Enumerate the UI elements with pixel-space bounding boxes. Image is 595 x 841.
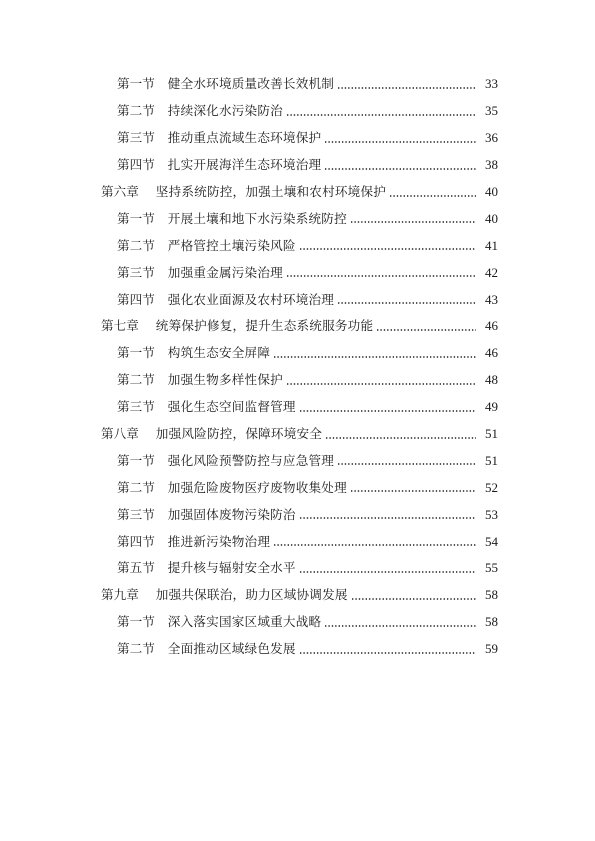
toc-entry[interactable] <box>0 71 595 98</box>
dot-leader <box>389 195 476 197</box>
toc-entry-page: 40 <box>485 184 498 199</box>
toc-entry-page: 36 <box>485 130 498 146</box>
toc-entry[interactable] <box>0 152 595 179</box>
toc-entry-page: 52 <box>485 479 498 495</box>
toc-entry[interactable] <box>0 394 595 421</box>
toc-entry-number: 第一节 <box>117 345 155 361</box>
dot-leader <box>299 248 476 250</box>
dot-leader <box>299 652 476 654</box>
toc-entry-page: 49 <box>485 399 498 415</box>
toc-entry-number: 第二节 <box>117 479 155 495</box>
toc-entry-page: 58 <box>485 587 498 603</box>
dot-leader <box>351 598 476 600</box>
toc-entry-title: 持续深化水污染防治 <box>167 103 283 119</box>
toc-entry[interactable] <box>0 636 595 663</box>
toc-entry-number: 第三节 <box>117 399 155 415</box>
toc-entry[interactable] <box>0 474 595 501</box>
table-of-contents <box>0 71 595 663</box>
toc-entry[interactable] <box>0 555 595 582</box>
dot-leader <box>299 517 476 519</box>
toc-entry-number: 第二节 <box>117 237 155 253</box>
toc-entry-number: 第一节 <box>117 614 155 630</box>
toc-entry-number: 第二节 <box>117 103 155 119</box>
toc-entry-page: 46 <box>485 318 498 334</box>
toc-entry-title: 强化风险预警防控与应急管理 <box>167 452 335 468</box>
toc-entry-number: 第九章 <box>101 587 139 603</box>
toc-entry-page: 42 <box>485 264 498 280</box>
toc-entry-page: 54 <box>485 533 498 549</box>
toc-entry[interactable] <box>0 367 595 394</box>
toc-entry-page: 35 <box>485 103 498 119</box>
toc-entry-title: 推动重点流域生态环境保护 <box>167 130 322 146</box>
toc-entry-title: 强化农业面源及农村环境治理 <box>167 291 335 307</box>
toc-entry-number: 第一节 <box>117 76 155 92</box>
dot-leader <box>376 329 476 331</box>
toc-entry-number: 第四节 <box>117 291 155 307</box>
toc-entry[interactable] <box>0 501 595 528</box>
toc-entry[interactable] <box>0 98 595 125</box>
dot-leader <box>286 114 476 116</box>
toc-entry-number: 第八章 <box>101 426 139 442</box>
toc-entry-title: 扎实开展海洋生态环境治理 <box>167 157 322 173</box>
toc-entry[interactable] <box>0 286 595 313</box>
toc-entry-number: 第一节 <box>117 210 155 226</box>
toc-entry-page: 53 <box>485 506 498 522</box>
toc-entry-number: 第六章 <box>101 184 139 199</box>
toc-entry-title: 加强重金属污染治理 <box>167 264 283 280</box>
toc-entry-title: 统筹保护修复，提升生态系统服务功能 <box>155 318 374 334</box>
toc-entry-number: 第三节 <box>117 506 155 522</box>
dot-leader <box>324 141 476 143</box>
toc-entry-title: 坚持系统防控，加强土壤和农村环境保护 <box>155 184 387 199</box>
dot-leader <box>324 168 476 170</box>
toc-entry-title: 严格管控土壤污染风险 <box>167 237 296 253</box>
toc-entry-page: 51 <box>485 452 498 468</box>
toc-entry[interactable] <box>0 125 595 152</box>
toc-entry-page: 41 <box>485 237 498 253</box>
dot-leader <box>286 383 476 385</box>
toc-entry[interactable] <box>0 232 595 259</box>
toc-entry-title: 提升核与辐射安全水平 <box>167 560 296 576</box>
dot-leader <box>273 544 476 546</box>
toc-entry-title: 深入落实国家区域重大战略 <box>167 614 322 630</box>
dot-leader <box>325 437 476 439</box>
toc-entry-number: 第二节 <box>117 641 155 657</box>
toc-entry-page: 48 <box>485 372 498 388</box>
toc-entry-page: 46 <box>485 345 498 361</box>
toc-entry-page: 51 <box>485 426 498 442</box>
toc-entry-page: 40 <box>485 210 498 226</box>
toc-entry-number: 第三节 <box>117 264 155 280</box>
toc-entry-number: 第七章 <box>101 318 139 334</box>
dot-leader <box>299 410 476 412</box>
toc-entry-page: 55 <box>485 560 498 576</box>
dot-leader <box>337 302 476 304</box>
toc-entry-title: 加强生物多样性保护 <box>167 372 283 388</box>
toc-entry-page: 58 <box>485 614 498 630</box>
toc-entry[interactable] <box>0 340 595 367</box>
toc-entry-title: 健全水环境质量改善长效机制 <box>167 76 335 92</box>
dot-leader <box>337 87 476 89</box>
dot-leader <box>273 356 476 358</box>
toc-entry-page: 33 <box>485 76 498 92</box>
toc-entry[interactable] <box>0 528 595 555</box>
toc-entry-page: 59 <box>485 641 498 657</box>
toc-entry-number: 第三节 <box>117 130 155 146</box>
toc-entry-number: 第四节 <box>117 533 155 549</box>
toc-entry-number: 第一节 <box>117 452 155 468</box>
dot-leader <box>350 221 476 223</box>
toc-entry-page: 38 <box>485 157 498 173</box>
toc-entry-title: 全面推动区域绿色发展 <box>167 641 296 657</box>
dot-leader <box>350 490 476 492</box>
toc-entry-number: 第五节 <box>117 560 155 576</box>
toc-entry-title: 加强危险废物医疗废物收集处理 <box>167 479 347 495</box>
toc-entry-title: 加强共保联治，助力区域协调发展 <box>155 587 348 603</box>
toc-entry-title: 加强固体废物污染防治 <box>167 506 296 522</box>
toc-chapter-entry[interactable] <box>0 179 595 206</box>
toc-entry-title: 强化生态空间监督管理 <box>167 399 296 415</box>
dot-leader <box>299 571 476 573</box>
toc-entry[interactable] <box>0 259 595 286</box>
toc-chapter-entry[interactable] <box>0 582 595 609</box>
dot-leader <box>324 625 476 627</box>
toc-entry-title: 加强风险防控，保障环境安全 <box>155 426 323 442</box>
toc-entry-number: 第二节 <box>117 372 155 388</box>
toc-entry-page: 43 <box>485 291 498 307</box>
toc-entry-title: 推进新污染物治理 <box>167 533 271 549</box>
dot-leader <box>337 463 476 465</box>
toc-entry-number: 第四节 <box>117 157 155 173</box>
toc-entry[interactable] <box>0 609 595 636</box>
dot-leader <box>286 275 476 277</box>
toc-chapter-entry[interactable] <box>0 313 595 340</box>
toc-entry[interactable] <box>0 447 595 474</box>
toc-entry[interactable] <box>0 205 595 232</box>
toc-entry-title: 开展土壤和地下水污染系统防控 <box>167 210 347 226</box>
toc-chapter-entry[interactable] <box>0 421 595 448</box>
toc-entry-title: 构筑生态安全屏障 <box>167 345 271 361</box>
